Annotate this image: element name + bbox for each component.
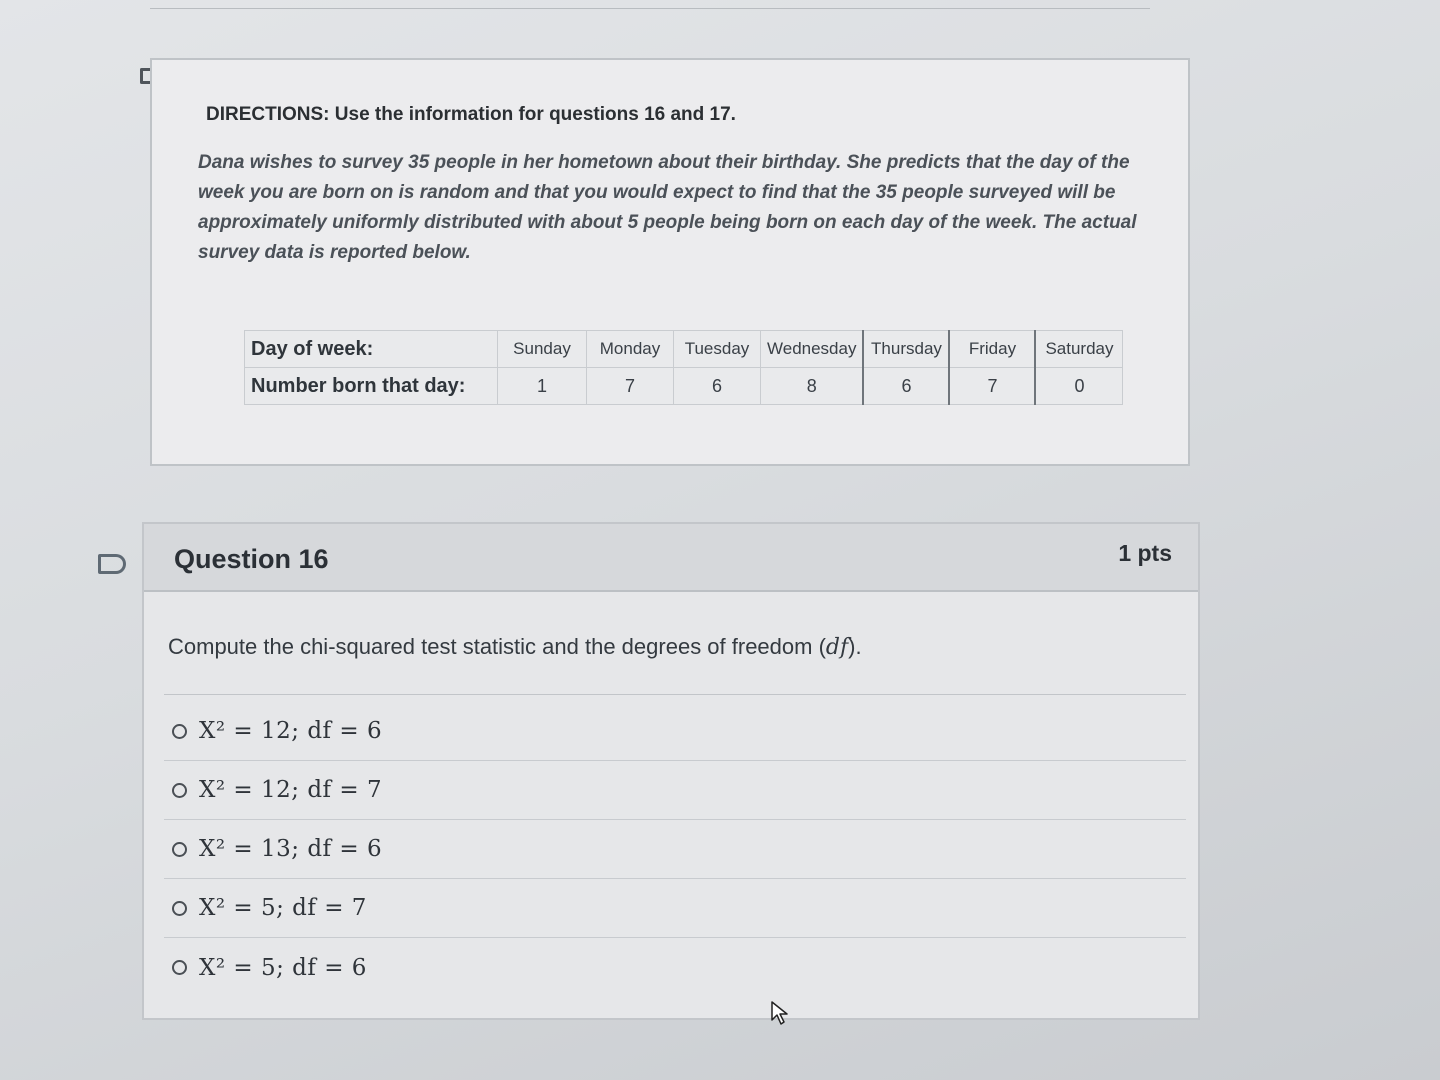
answer-label[interactable]: X² = 12; df = 6: [199, 718, 383, 744]
table-cell-count: 1: [498, 368, 587, 405]
directions-title: DIRECTIONS: Use the information for questions 16 and 17.: [206, 104, 736, 125]
table-row: [245, 368, 1123, 405]
question-card: [142, 522, 1200, 1020]
question-points: 1 pts: [1118, 540, 1172, 566]
directions-card: [150, 58, 1190, 466]
radio-button[interactable]: [172, 960, 187, 975]
divider: [164, 694, 1186, 695]
answer-option[interactable]: [164, 820, 1186, 879]
table-cell-day: Sunday: [498, 331, 587, 368]
table-cell-day: Wednesday: [761, 331, 864, 368]
bookmark-flag-icon[interactable]: [98, 554, 126, 574]
table-row: [245, 331, 1123, 368]
mouse-pointer-icon: [770, 1000, 790, 1026]
row-label-count: Number born that day:: [245, 368, 498, 405]
question-title: Question 16: [174, 544, 329, 574]
table-cell-day: Tuesday: [674, 331, 761, 368]
table-cell-count: 0: [1035, 368, 1123, 405]
table-cell-day: Monday: [587, 331, 674, 368]
answer-option[interactable]: [164, 761, 1186, 820]
answer-label[interactable]: X² = 5; df = 6: [199, 954, 367, 981]
radio-button[interactable]: [172, 901, 187, 916]
answer-label[interactable]: X² = 12; df = 7: [199, 777, 383, 803]
question-header: [144, 524, 1198, 592]
answer-option[interactable]: [164, 879, 1186, 938]
table-cell-count: 6: [863, 368, 949, 405]
table-cell-day: Thursday: [863, 331, 949, 368]
table-cell-day: Friday: [949, 331, 1035, 368]
table-cell-count: 7: [949, 368, 1035, 405]
radio-button[interactable]: [172, 724, 187, 739]
answer-label[interactable]: X² = 5; df = 7: [199, 895, 367, 921]
previous-card-edge: [150, 0, 1150, 9]
answer-option[interactable]: [164, 702, 1186, 761]
survey-data-table: [244, 330, 1123, 405]
question-prompt-text: Compute the chi-squared test statistic and the degrees of freedom (: [168, 634, 826, 659]
directions-text: Dana wishes to survey 35 people in her hometown about their birthday. She predicts that the day of the week you are born on is random and that you would expect to find that the 35 people surveyed will be approximately uniformly distributed with about 5 people being born on each day of the week. The actual survey data is reported below.: [198, 152, 1137, 263]
row-label-day: Day of week:: [245, 331, 498, 368]
question-prompt: [168, 634, 862, 660]
answer-list: [164, 702, 1186, 997]
answer-option[interactable]: [164, 938, 1186, 997]
table-cell-count: 7: [587, 368, 674, 405]
table-cell-count: 8: [761, 368, 864, 405]
question-prompt-variable: df: [825, 635, 849, 660]
table-cell-count: 6: [674, 368, 761, 405]
answer-label[interactable]: X² = 13; df = 6: [199, 836, 383, 862]
radio-button[interactable]: [172, 783, 187, 798]
question-prompt-end: ).: [848, 634, 862, 659]
table-cell-day: Saturday: [1035, 331, 1123, 368]
radio-button[interactable]: [172, 842, 187, 857]
